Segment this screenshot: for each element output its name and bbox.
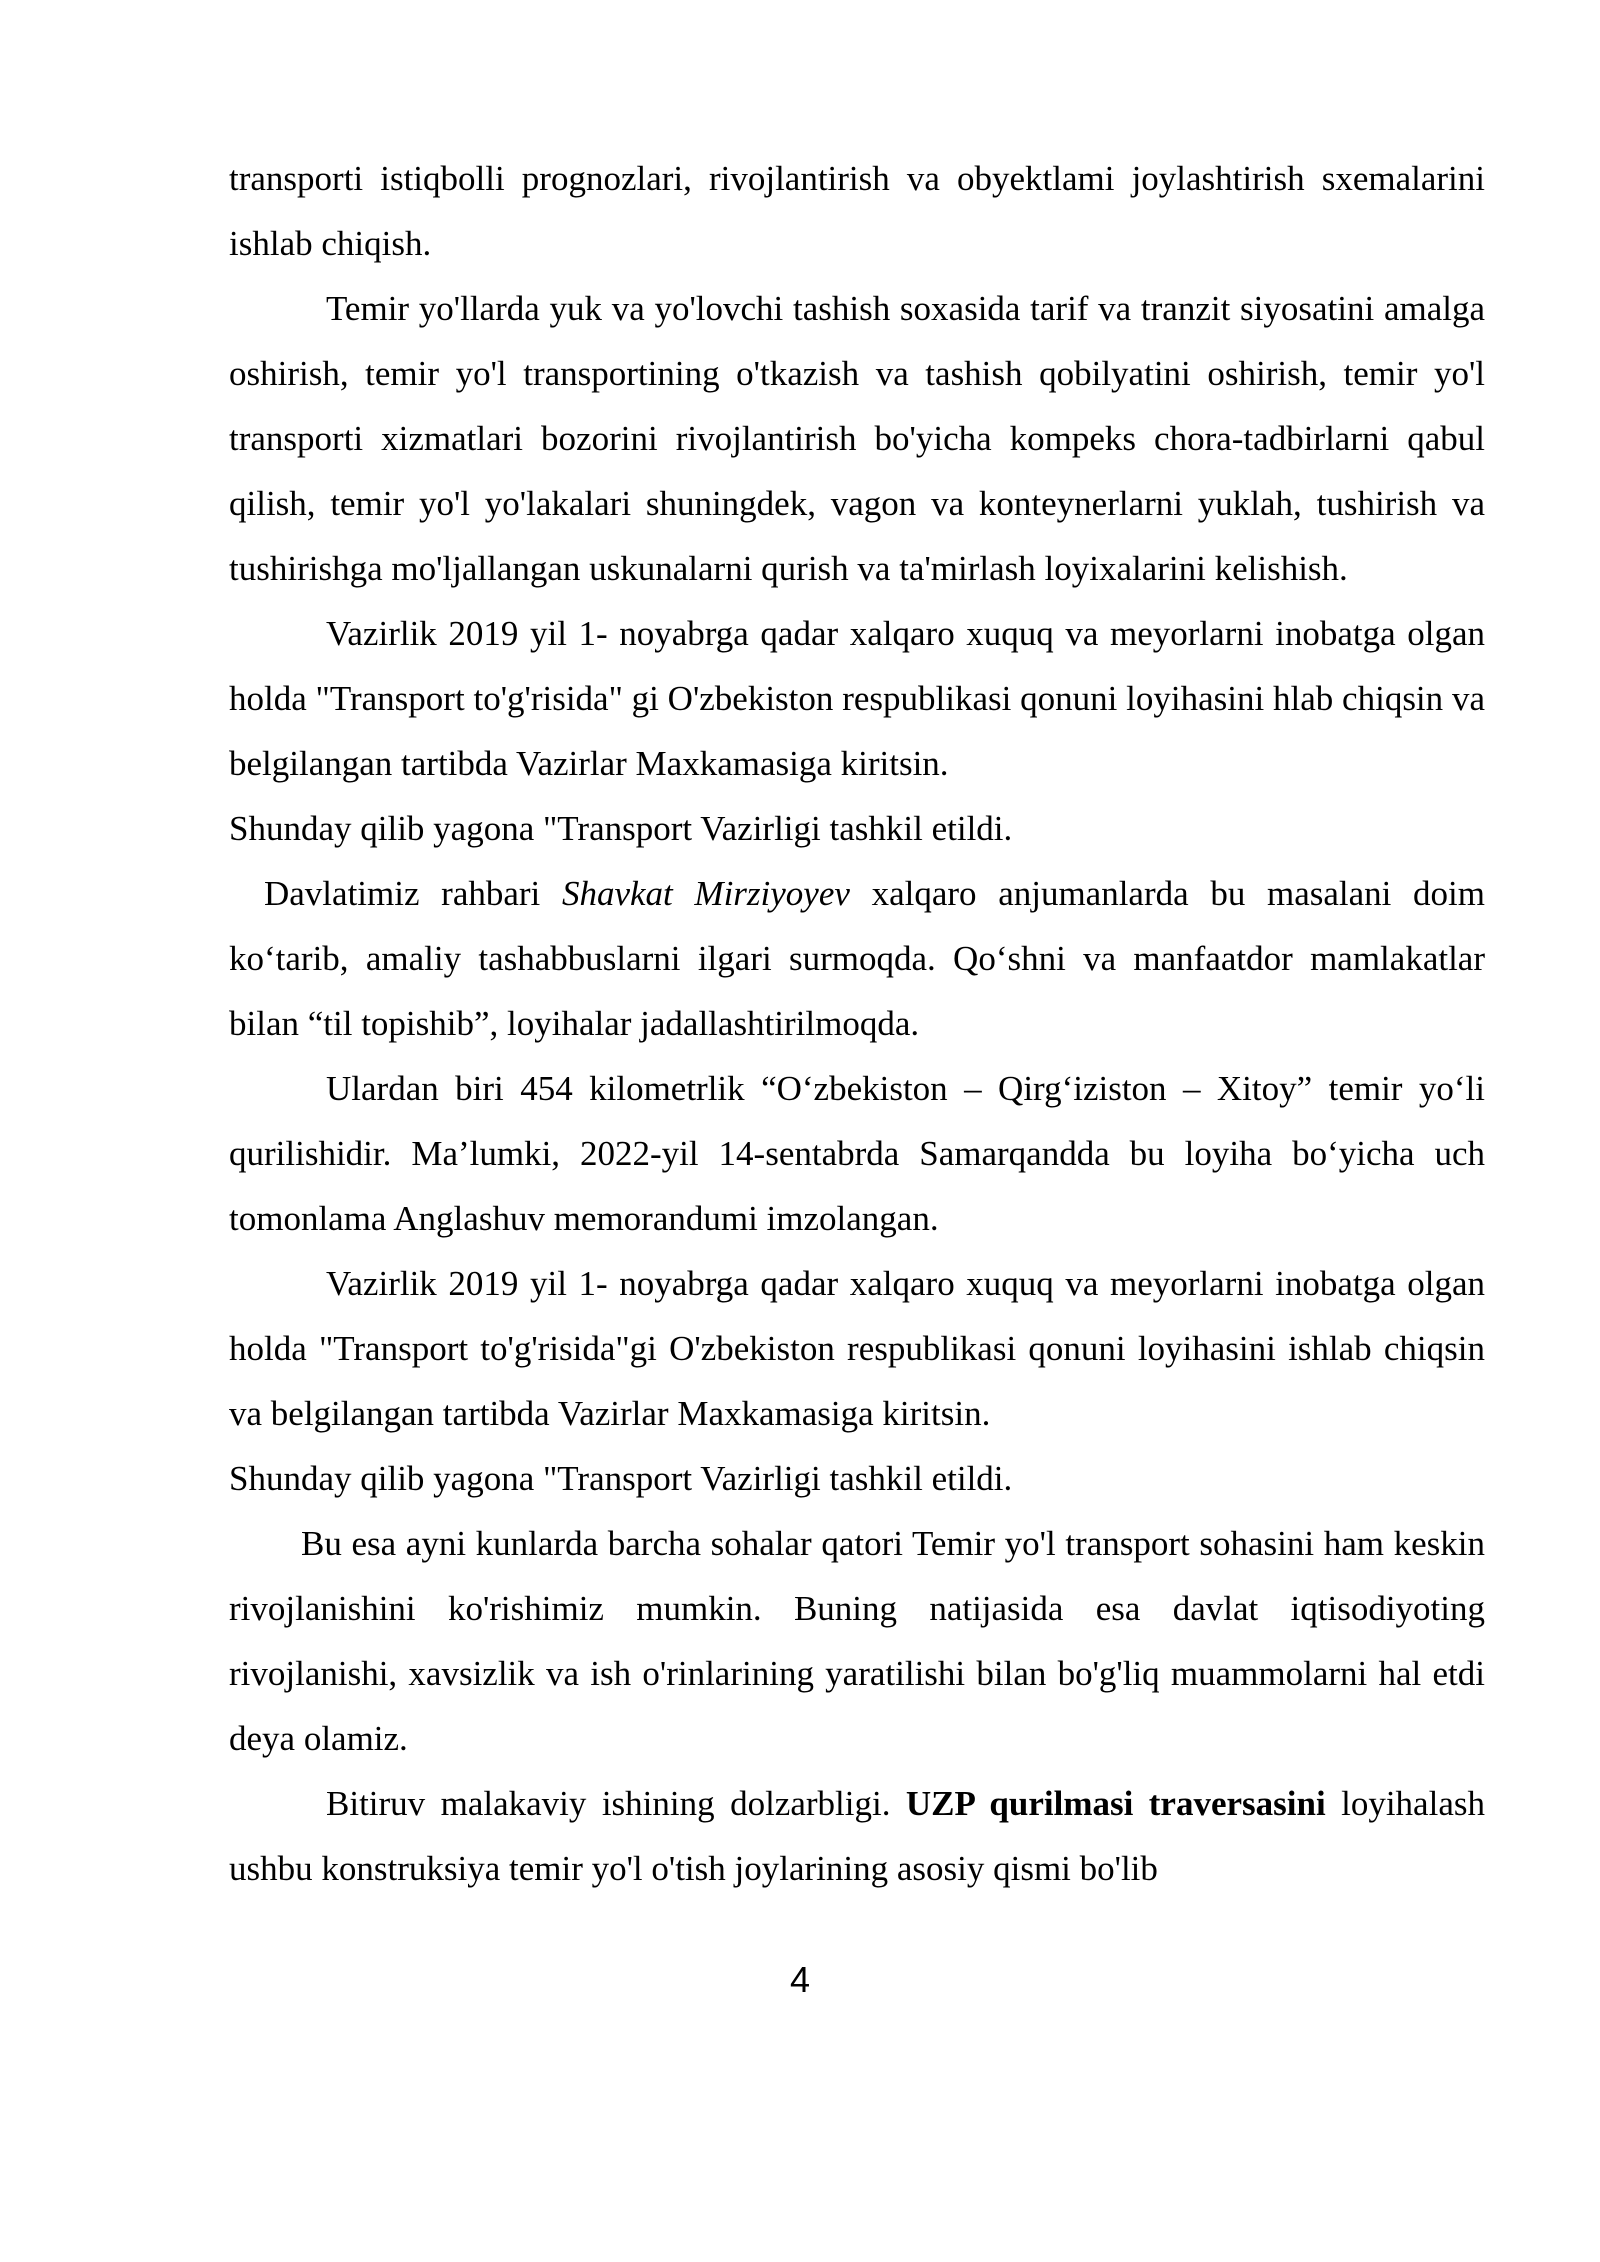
paragraph-10 [229, 1771, 1485, 1901]
paragraph-10-text-a: Bitiruv malakaviy ishining dolzarbligi. [326, 1784, 906, 1823]
paragraph-5-text-b: xalqaro anjumanlarda bu masalani doim ko‘tarib, amaliy tashabbuslarni ilgari surmoqda. Qo‘shni va manfaatdor mamlakatlar bilan “til topishib”, loyihalar jadallashtirilmoqda. [229, 874, 1486, 1043]
paragraph-2: Temir yo'llarda yuk va yo'lovchi tashish soxasida tarif va tranzit siyosatini amalga oshirish, temir yo'l transportining o'tkazish va tashish qobilyatini oshirish, temir yo'l transporti xizmatlari bozorini rivojlantirish bo'yicha kompeks chora-tadbirlarni qabul qilish, temir yo'l yo'lakalari shuningdek, vagon va konteynerlarni yuklah, tushirish va tushirishga mo'ljallangan uskunalarni qurish va ta'mirlash loyixalarini kelishish. [229, 289, 1485, 588]
document-page [229, 146, 1485, 1901]
paragraph-5 [229, 861, 1485, 1056]
bold-phrase: UZP qurilmasi traversasini [905, 1784, 1326, 1823]
paragraph-4: Shunday qilib yagona "Transport Vazirligi tashkil etildi. [229, 809, 1013, 848]
paragraph-7: Vazirlik 2019 yil 1- noyabrga qadar xalqaro xuquq va meyorlarni inobatga olgan holda "Transport to'g'risida"gi O'zbekiston respublikasi qonuni loyihasini ishlab chiqsin va belgilangan tartibda Vazirlar Maxkamasiga kiritsin. [229, 1264, 1485, 1433]
person-name: Shavkat Mirziyoyev [561, 874, 850, 913]
paragraph-5-text-a: Davlatimiz rahbari [264, 874, 562, 913]
paragraph-8: Shunday qilib yagona "Transport Vazirligi tashkil etildi. [229, 1459, 1013, 1498]
paragraph-9: Bu esa ayni kunlarda barcha sohalar qatori Temir yo'l transport sohasini ham keskin rivojlanishini ko'rishimiz mumkin. Buning natijasida esa davlat iqtisodiyoting rivojlanishi, xavsizlik va ish o'rinlarining yaratilishi bilan bo'g'liq muammolarni hal etdi deya olamiz. [229, 1524, 1485, 1758]
paragraph-10-text-b: loyihalash ushbu konstruksiya temir yo'l o'tish joylarining asosiy qismi bo'lib [229, 1784, 1485, 1888]
page-number: 4 [789, 1959, 811, 2000]
paragraph-3: Vazirlik 2019 yil 1- noyabrga qadar xalqaro xuquq va meyorlarni inobatga olgan holda "Transport to'g'risida" gi O'zbekiston respublikasi qonuni loyihasini hlab chiqsin va belgilangan tartibda Vazirlar Maxkamasiga kiritsin. [229, 614, 1485, 783]
paragraph-6: Ulardan biri 454 kilometrlik “O‘zbekiston – Qirg‘iziston – Xitoy” temir yo‘li qurilishidir. Ma’lumki, 2022-yil 14-sentabrda Samarqandda bu loyiha bo‘yicha uch tomonlama Anglashuv memorandumi imzolangan. [229, 1069, 1485, 1238]
paragraph-1: transporti istiqbolli prognozlari, rivojlantirish va obyektlami joylashtirish sxemalarini ishlab chiqish. [229, 159, 1485, 263]
